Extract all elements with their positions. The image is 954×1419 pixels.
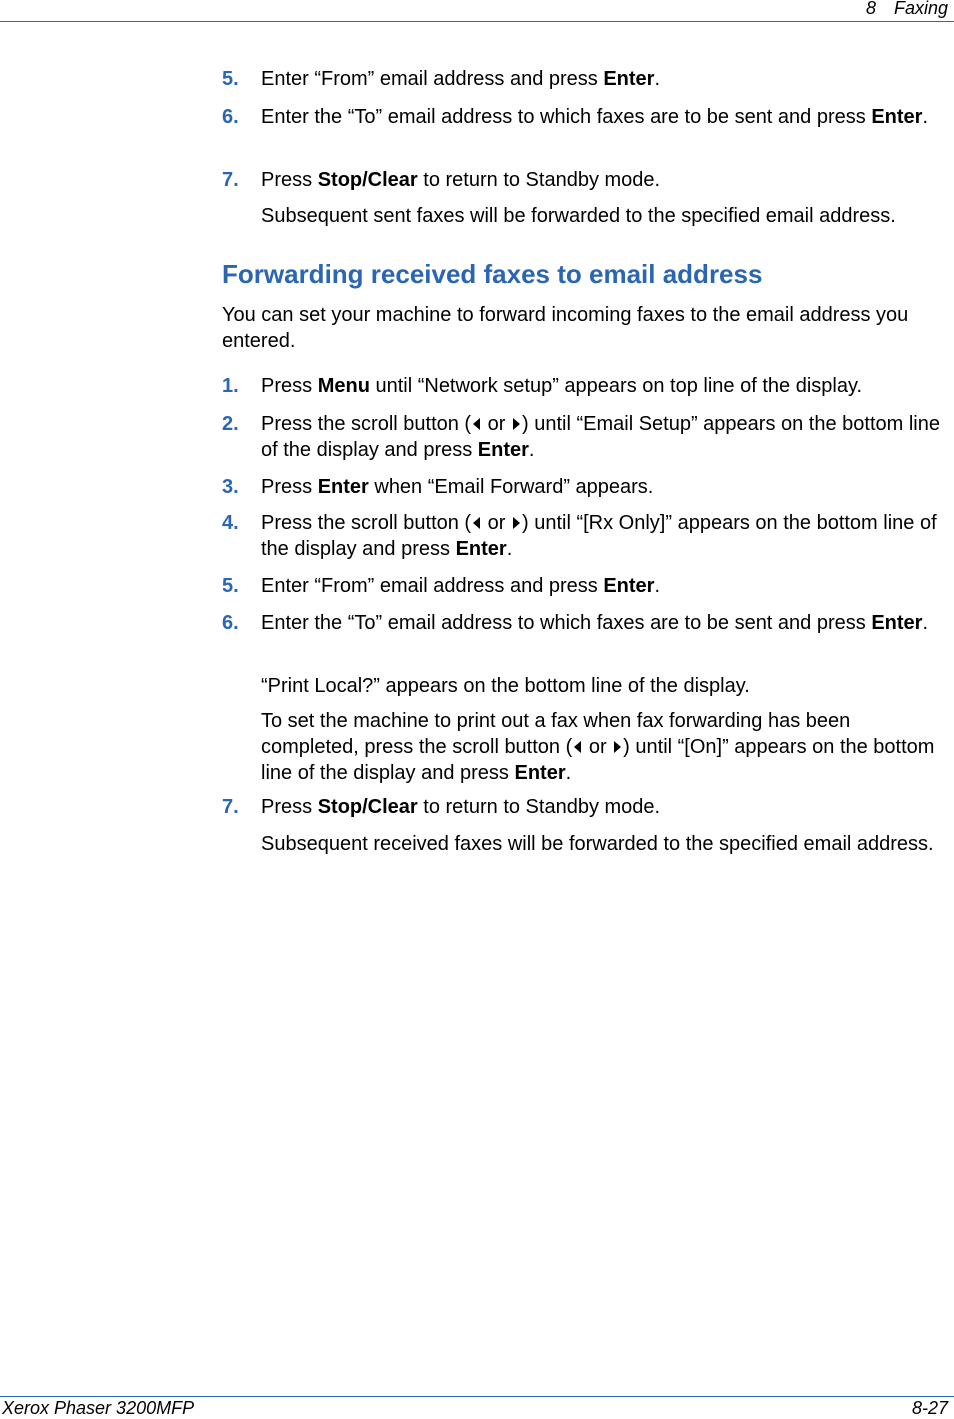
scroll-right-icon (513, 418, 520, 430)
step-number: 6. (222, 612, 239, 634)
page-header (0, 0, 954, 22)
step-number: 5. (222, 68, 239, 90)
step-text: Press Stop/Clear to return to Standby mode. (261, 169, 661, 191)
chapter-number: 8 (865, 0, 876, 18)
step-text: Press Stop/Clear to return to Standby mode. (261, 796, 661, 818)
running-header (866, 0, 948, 19)
scroll-right-icon (614, 741, 621, 753)
step-number: 6. (222, 106, 239, 128)
scroll-left-icon (473, 517, 480, 529)
step-text: Enter “From” email address and press Enter. (261, 575, 661, 597)
section-heading: Forwarding received faxes to email address (222, 259, 763, 289)
step-note: “Print Local?” appears on the bottom line of the display. (261, 675, 750, 697)
step-note: To set the machine to print out a fax when fax forwarding has been completed, press the scroll button ( or ) until “[On]” appears on the bottom line of the display and press Enter. (261, 710, 935, 784)
step-note: Subsequent received faxes will be forwarded to the specified email address. (261, 833, 934, 855)
step-number: 1. (222, 375, 239, 397)
step-number: 3. (222, 476, 239, 498)
step-text: Enter “From” email address and press Enter. (261, 68, 661, 90)
step-number: 7. (222, 169, 239, 191)
scroll-right-icon (513, 517, 520, 529)
chapter-title: Faxing (893, 0, 948, 18)
step-text: Press the scroll button ( or ) until “[Rx Only]” appears on the bottom line of the display and press Enter. (261, 512, 937, 560)
footer-divider (0, 1396, 954, 1397)
header-divider (0, 21, 954, 22)
step-number: 5. (222, 575, 239, 597)
section-intro: You can set your machine to forward incoming faxes to the email address you entered. (222, 304, 909, 352)
step-text: Press Enter when “Email Forward” appears. (261, 476, 654, 498)
step-number: 4. (222, 512, 239, 534)
step-number: 7. (222, 796, 239, 818)
step-text: Enter the “To” email address to which faxes are to be sent and press Enter. (261, 106, 928, 128)
step-number: 2. (222, 413, 239, 435)
footer-product: Xerox Phaser 3200MFP (2, 1398, 195, 1418)
footer-page-number: 8-27 (911, 1398, 948, 1418)
step-note: Subsequent sent faxes will be forwarded to the specified email address. (261, 205, 896, 227)
scroll-left-icon (574, 741, 581, 753)
step-text: Press the scroll button ( or ) until “Email Setup” appears on the bottom line of the display and press Enter. (261, 413, 940, 461)
step-text: Enter the “To” email address to which faxes are to be sent and press Enter. (261, 612, 928, 634)
scroll-left-icon (473, 418, 480, 430)
step-text: Press Menu until “Network setup” appears on top line of the display. (261, 375, 863, 397)
